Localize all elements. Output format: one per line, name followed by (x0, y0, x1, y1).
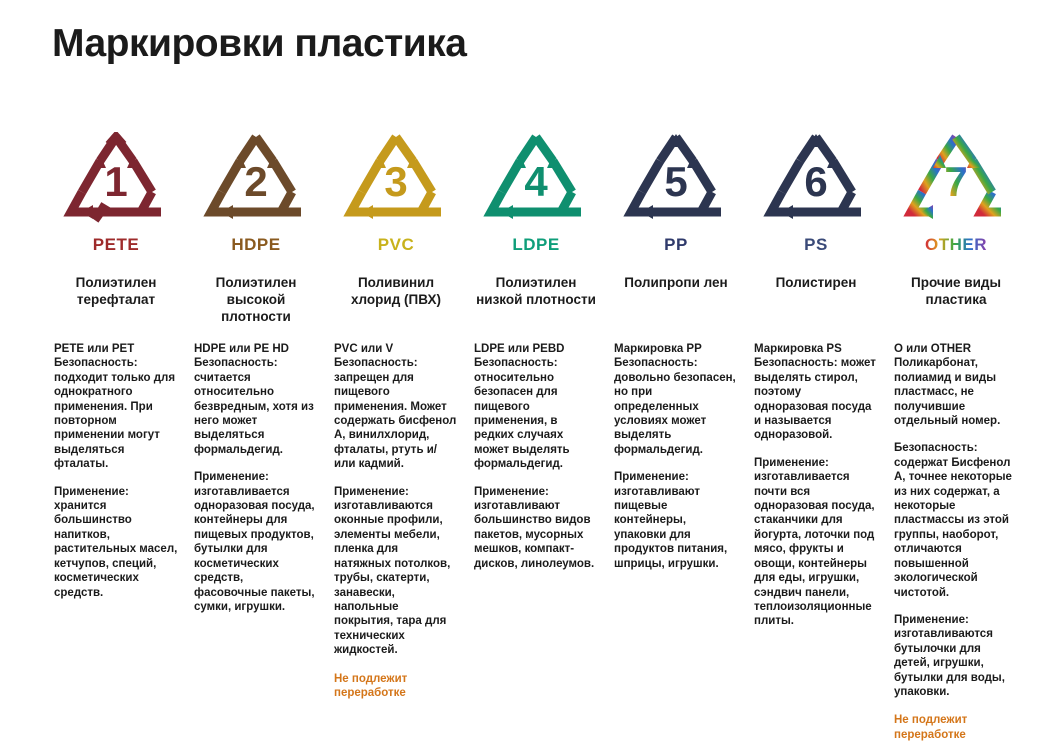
plastic-description-1 (54, 342, 178, 600)
plastic-code-column-2 (186, 130, 326, 614)
recycling-triangle-icon-5 (614, 130, 738, 230)
code-label-6: PS (804, 235, 828, 254)
plastic-description-5 (614, 342, 738, 571)
paragraph-safety-7: Безопасность: содержат Бисфенол А, точнее некоторые из них содержат, а некоторые пластмассы из этой группы, наоборот, отличаются повышенной экологической чистотой. (894, 442, 1012, 599)
paragraph-usage-1: Применение: хранится большинство напитков, растительных масел, кетчупов, специй, косметических средств. (54, 485, 178, 599)
paragraph-usage-5: Применение: изготавливают пищевые контейнеры, упаковки для продуктов питания, шприцы, игрушки. (614, 471, 728, 570)
code-label-1: PETE (92, 235, 140, 254)
plastic-name-2: Полиэтилен высокой плотности (215, 275, 297, 324)
code-label-7: OTHER (925, 235, 987, 254)
code-label-3: PVC (377, 235, 415, 254)
paragraph-safety-5: Маркировка PP Безопасность: довольно безопасен, но при определенных условиях может выделять формальдегид. (614, 343, 736, 456)
code-label-5: PP (664, 235, 688, 254)
paragraph-intro-7: О или OTHER Поликарбонат, полиамид и виды пластмасс, не получившие отдельный номер. (894, 343, 1001, 428)
plastic-description-2 (194, 342, 318, 614)
svg-text:7: 7 (944, 158, 968, 205)
recycling-triangle-icon-2 (194, 130, 318, 230)
plastic-code-column-5 (606, 130, 746, 571)
paragraph-safety-2: HDPE или PE HD Безопасность: считается относительно безвредным, хотя из него может выделяться формальдегид. (194, 343, 314, 456)
plastic-code-column-4 (466, 130, 606, 571)
paragraph-safety-3: PVC или V Безопасность: запрещен для пищевого применения. Может содержать бисфенол А, винилхлорид, фталаты, ртуть и/или кадмий. (334, 343, 457, 471)
svg-text:4: 4 (524, 158, 548, 205)
paragraph-usage-3: Применение: изготавливаются оконные профили, элементы мебели, пленка для натяжных потолков, трубы, скатерти, занавески, напольные покрытия, тара для технических жидкостей. (334, 485, 451, 657)
plastic-description-6 (754, 342, 878, 629)
recycling-triangle-icon-1 (54, 130, 178, 230)
no-recycle-note-3: Не подлежит переработке (334, 672, 408, 699)
plastic-name-3: Поливинил хлорид (ПВХ) (351, 275, 441, 307)
plastic-name-4: Полиэтилен низкой плотности (476, 275, 596, 307)
paragraph-usage-2: Применение: изготавливается одноразовая посуда, контейнеры для пищевых продуктов, бутылки для косметических средств, фасовочные пакеты, сумки, игрушки. (194, 471, 315, 613)
plastic-description-4 (474, 342, 598, 571)
plastic-name-7: Прочие виды пластика (911, 275, 1001, 307)
plastic-code-column-7 (886, 130, 1026, 742)
page-title: Маркировки пластика (52, 22, 467, 65)
svg-text:3: 3 (384, 158, 408, 205)
plastic-code-column-6 (746, 130, 886, 629)
paragraph-safety-6: Маркировка PS Безопасность: может выделять стирол, поэтому одноразовая посуда и называется одноразовой. (754, 343, 876, 442)
recycling-triangle-icon-3 (334, 130, 458, 230)
plastic-name-1: Полиэтилен терефталат (75, 275, 157, 307)
paragraph-usage-7: Применение: изготавливаются бутылочки для детей, игрушки, бутылки для воды, упаковки. (894, 613, 1005, 698)
paragraph-safety-1: PETE или PET Безопасность: подходит только для однократного применения. При повторном применении могут выделяться фталаты. (54, 343, 176, 471)
paragraph-usage-4: Применение: изготавливают большинство видов пакетов, мусорных мешков, компакт-дисков, линолеумов. (474, 485, 595, 570)
paragraph-safety-4: LDPE или PEBD Безопасность: относительно безопасен для пищевого применения, в редких случаях может выделять формальдегид. (474, 343, 570, 471)
no-recycle-note-7: Не подлежит переработке (894, 714, 968, 741)
paragraph-usage-6: Применение: изготавливается почти вся одноразовая посуда, стаканчики для йогурта, лоточки под мясо, фрукты и овощи, контейнеры для еды, игрушки, сэндвич панели, теплоизоляционные плиты. (754, 456, 875, 628)
plastic-code-column-1 (46, 130, 186, 600)
plastic-name-6: Полистирен (775, 275, 857, 290)
recycling-triangle-icon-6 (754, 130, 878, 230)
plastic-name-5: Полипропи лен (624, 275, 728, 290)
svg-text:2: 2 (244, 158, 268, 205)
plastic-description-7 (894, 342, 1018, 699)
plastic-description-3 (334, 342, 458, 658)
code-label-4: LDPE (512, 235, 560, 254)
svg-text:1: 1 (104, 158, 128, 205)
svg-text:5: 5 (664, 158, 688, 205)
svg-text:6: 6 (804, 158, 828, 205)
recycling-triangle-icon-7 (894, 130, 1018, 230)
code-label-2: HDPE (231, 235, 281, 254)
plastic-codes-row (46, 130, 1026, 742)
plastic-code-column-3 (326, 130, 466, 700)
recycling-triangle-icon-4 (474, 130, 598, 230)
